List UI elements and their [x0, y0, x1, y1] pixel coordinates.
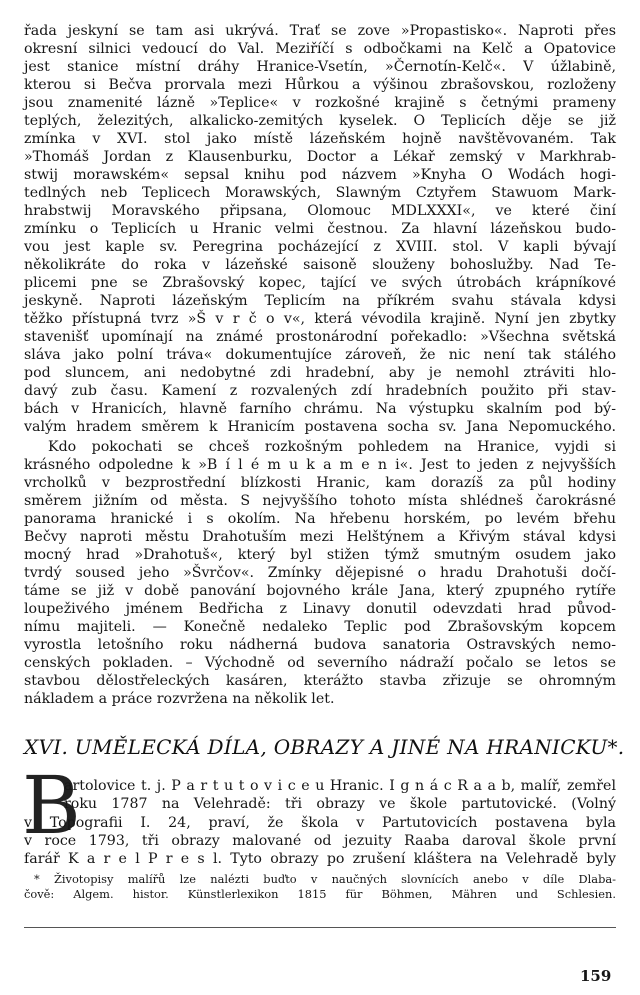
text-line: krásného odpoledne k »B í l é m u k a m e n i«. Jest to jeden z nejvyšších: [24, 457, 616, 473]
footnote-divider: [24, 927, 616, 928]
text-line: vrcholků v bezprostřední blízkosti Hranic, kam dorazíš za půl hodiny: [24, 475, 616, 491]
text-line: zmínka v XVI. stol jako místě lázeňském hojně navštěvovaném. Tak: [24, 131, 616, 147]
text-line: v roce 1793, tři obrazy malované od jezuity Raaba daroval škole první: [24, 833, 616, 849]
text-line: stavbou dělostřeleckých kasáren, kterážto stavba zřizuje se ohromným: [24, 673, 616, 689]
text-line: bách v Hranicích, hlavně farního chrámu. Na výstupku skalním pod bý-: [24, 401, 616, 417]
text-line: zmínku o Teplicích u Hranic velmi čestnou. Za hlavní lázeňskou budo-: [24, 221, 616, 237]
text-line: několikráte do roka v lázeňské saisoně slouženy bohoslužby. Nad Te-: [24, 257, 616, 273]
text-line: Bečvy naproti městu Drahotuším mezi Helštýnem a Křivým stával kdysi: [24, 529, 616, 545]
text-line: jeskyně. Naproti lázeňským Teplicím na příkrém svahu stávala kdysi: [24, 293, 616, 309]
text-line: pod sluncem, ani nedobytné zdi hradební, aby je nemohl ztráviti hlo-: [24, 365, 616, 381]
text-line: panorama hranické i s okolím. Na hřebenu horském, po levém břehu: [24, 511, 616, 527]
text-line: Kdo pokochati se chceš rozkošným pohledem na Hranice, vyjdi si: [48, 439, 616, 455]
text-line: táme se již v době panování bojovného krále Jana, který zpupného rytíře: [24, 583, 616, 599]
text-line: tedlných neb Teplicech Morawských, Slawným Cztyřem Stawuom Mark-: [24, 185, 616, 201]
text-line: jest stanice místní dráhy Hranice-Vsetín, »Černotín-Kelč«. V úžlabině,: [24, 59, 616, 75]
text-line: stavenišť upomínají na známé prostonárodní pořekadlo: »Všechna světská: [24, 329, 616, 345]
text-line: tvrdý soused jeho »Švrčov«. Zmínky dějepisné o hradu Drahotuši dočí-: [24, 565, 616, 581]
text-line: loupeživého jménem Bedřicha z Linavy donutil odevzdati hrad původ-: [24, 601, 616, 617]
text-line: sláva jako polní tráva« dokumentujíce zároveň, že nic není tak stálého: [24, 347, 616, 363]
text-line: jsou znamenité lázně »Teplice« v rozkošné krajině s četnými prameny: [24, 95, 616, 111]
text-line: nákladem a práce rozvržena na několik let.: [24, 691, 335, 707]
text-line: »Thomáš Jordan z Klausenburku, Doctor a Lékař zemský v Markhrab-: [24, 149, 616, 165]
text-line: směrem jižním od města. S nejvyššího tohoto místa shlédneš čarokrásné: [24, 493, 616, 509]
text-line: okresní silnici vedoucí do Val. Meziříčí s odbočkami na Kelč a Opatovice: [24, 41, 616, 57]
text-line: plicemi pne se Zbrašovský kopec, tající ve svých útrobách krápníkové: [24, 275, 616, 291]
section-heading: XVI. UMĚLECKÁ DÍLA, OBRAZY A JINÉ NA HRANICKU*.: [24, 735, 625, 759]
text-line: artolovice t. j. P a r t u t o v i c e u Hranic. I g n á c R a a b, malíř, zemřel: [64, 778, 616, 794]
text-line: stwij morawském« sepsal knihu pod názvem »Knyha O Wodách hogi-: [24, 167, 616, 183]
text-line: v Topografii I. 24, praví, že škola v Partutovicích postavena byla: [24, 815, 616, 831]
text-line: řada jeskyní se tam asi ukrývá. Trať se zove »Propastisko«. Naproti přes: [24, 23, 616, 39]
text-line: teplých, železitých, alkalicko-zemitých kyselek. O Teplicích děje se již: [24, 113, 616, 129]
text-line: valým hradem směrem k Hranicím postavena socha sv. Jana Nepomuckého.: [24, 419, 616, 435]
text-line: mocný hrad »Drahotuš«, který byl stižen týmž smutným osudem jako: [24, 547, 616, 563]
text-line: vyrostla letošního roku nádherná budova sanatoria Ostravských nemo-: [24, 637, 616, 653]
text-line: davý zub času. Kamení z rozvalených zdí hradebních použito při stav-: [24, 383, 616, 399]
text-line: roku 1787 na Velehradě: tři obrazy ve škole partutovické. (Volný: [64, 796, 616, 812]
text-line: nímu majiteli. — Konečně nedaleko Teplic pod Zbrašovským kopcem: [24, 619, 616, 635]
footnote-line: čově: Algem. histor. Künstlerlexikon 1815 für Böhmen, Mähren und Schlesien.: [24, 887, 616, 901]
drop-cap: B: [22, 759, 81, 852]
text-line: vou jest kaple sv. Peregrina pocházející z XVIII. stol. V kapli bývají: [24, 239, 616, 255]
text-line: kterou si Bečva prorvala mezi Hůrkou a výšinou zbrašovskou, rozloženy: [24, 77, 616, 93]
text-line: těžko přístupná tvrz »Š v r č o v«, která vévodila krajině. Nyní jen zbytky: [24, 311, 616, 327]
footnote-line: * Životopisy malířů lze nalézti buďto v naučných slovnících anebo v díle Dlaba-: [34, 872, 616, 886]
page-number: 159: [580, 967, 612, 985]
text-line: hrabstwij Moravského připsana, Olomouc MDLXXXI«, ve které činí: [24, 203, 616, 219]
text-line: cenských pokladen. – Východně od severního nádraží počalo se letos se: [24, 655, 616, 671]
text-line: farář K a r e l P r e s l. Tyto obrazy po zrušení kláštera na Velehradě byly: [24, 851, 616, 867]
